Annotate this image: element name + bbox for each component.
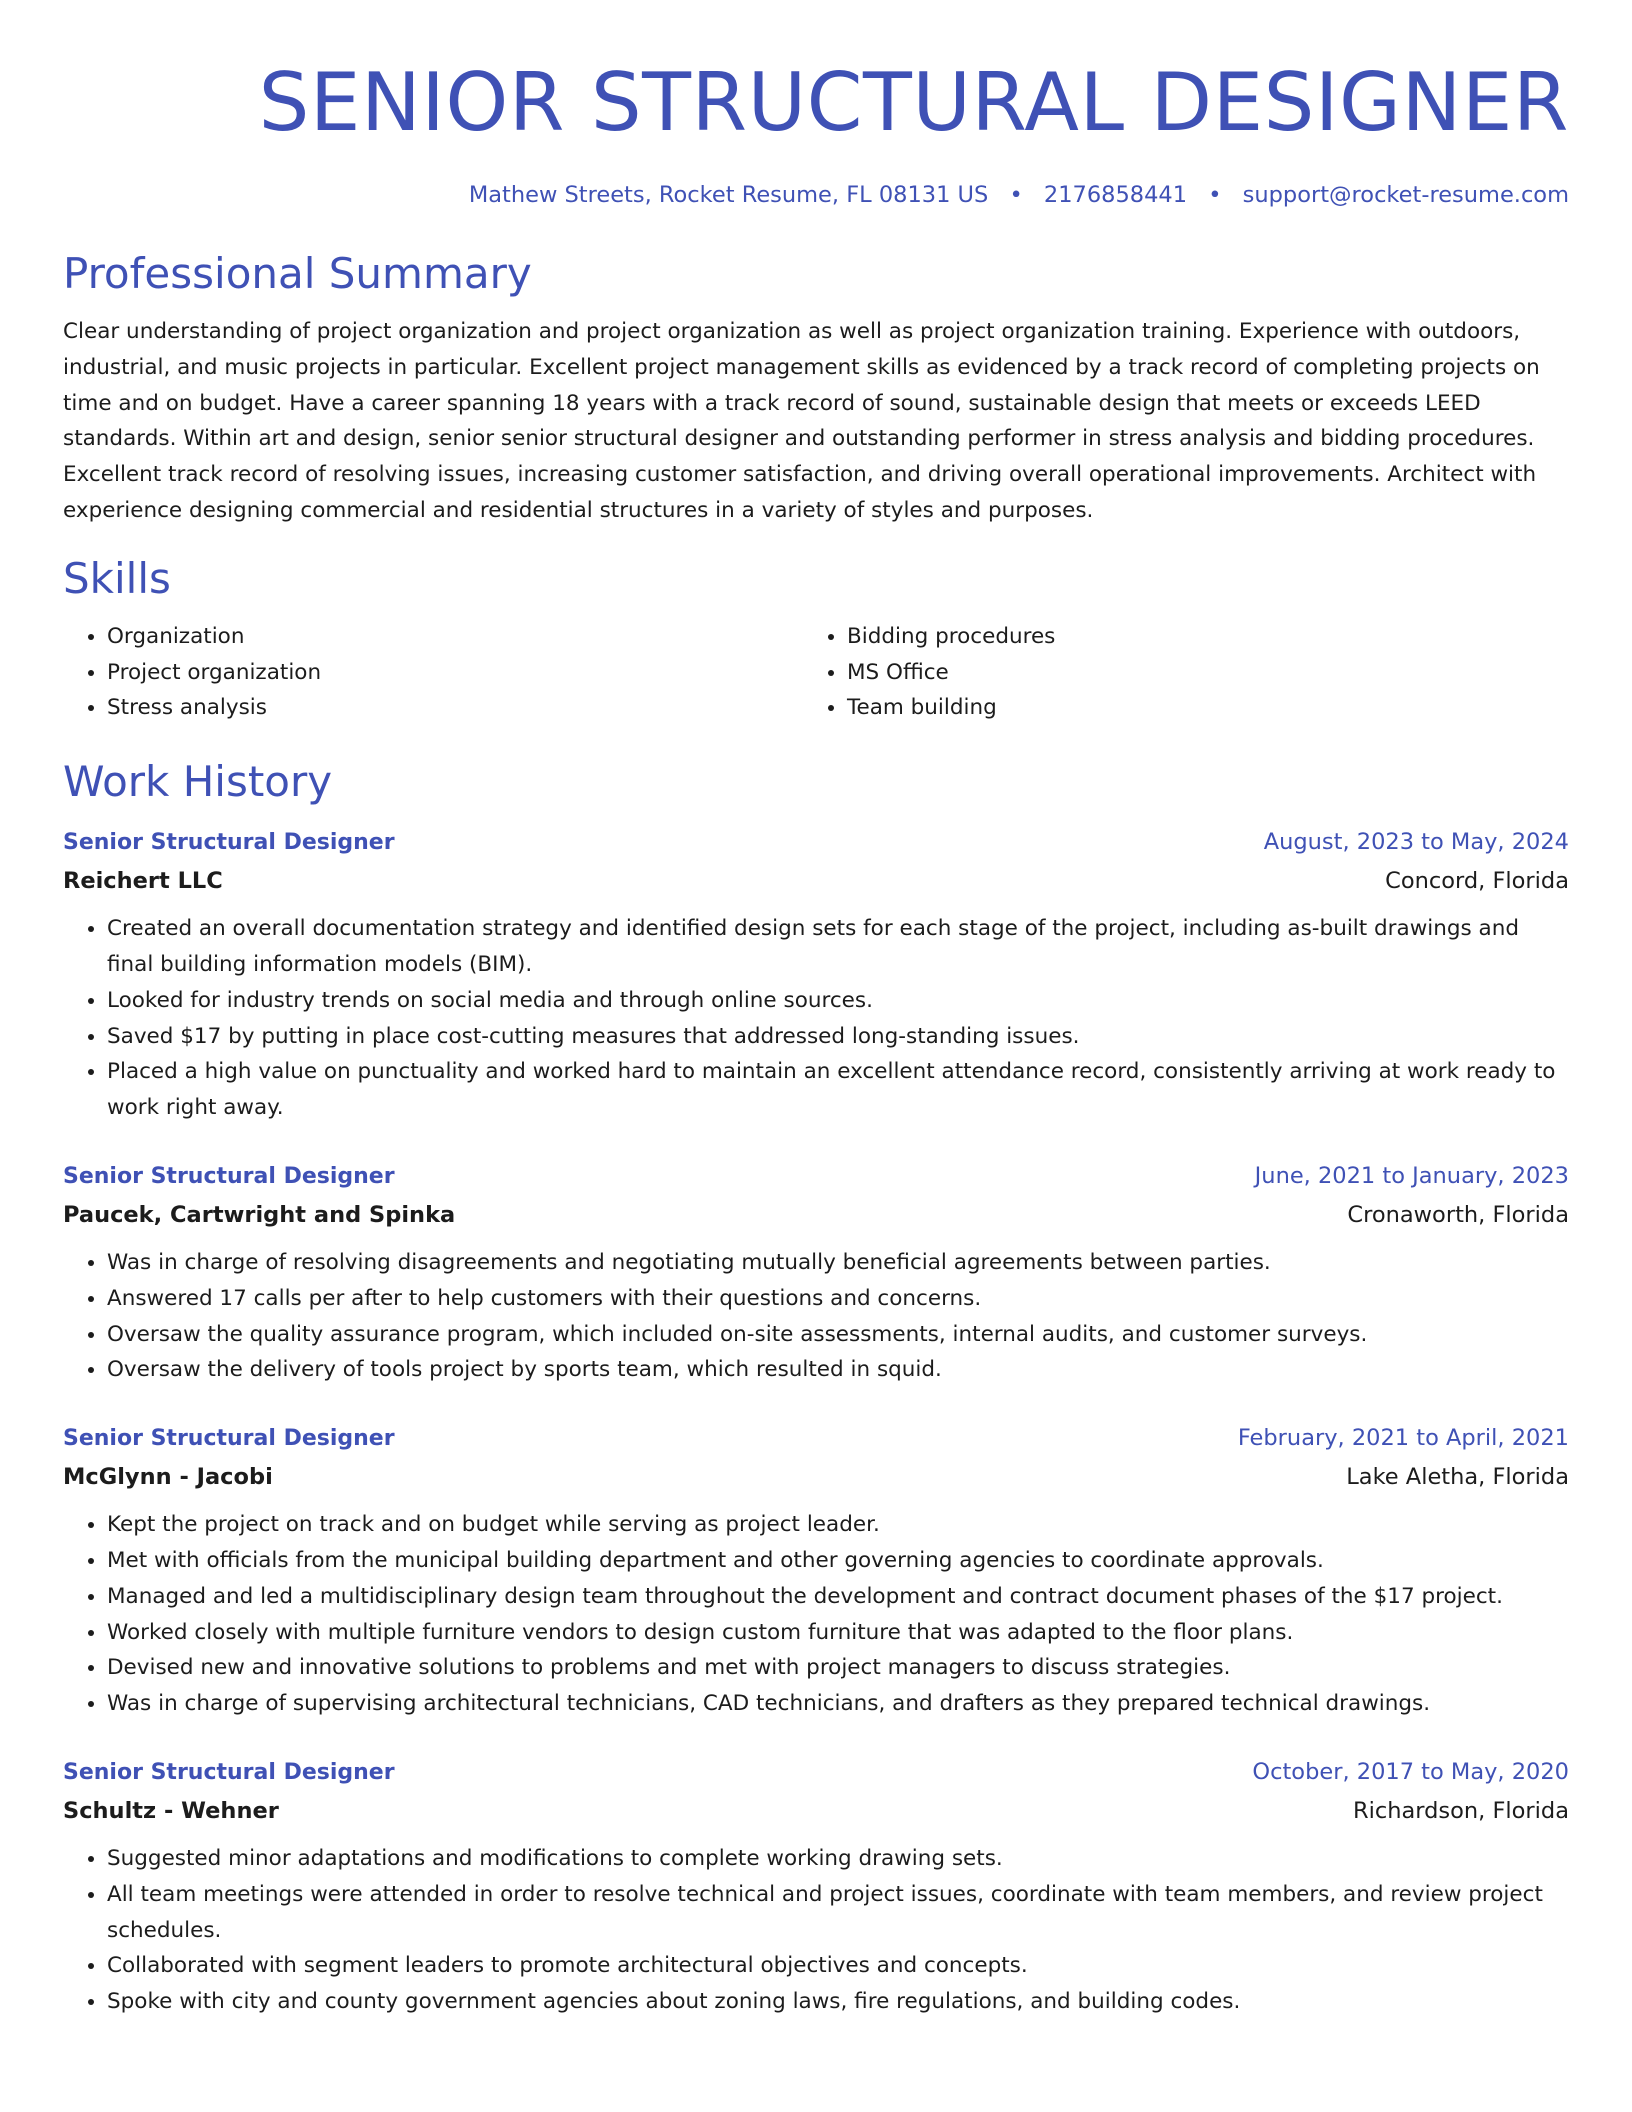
job-entry <box>63 824 1569 1126</box>
skill-item: • Stress analysis <box>107 690 803 726</box>
summary-text: Clear understanding of project organization and project organization as well as project organization training. Experience with outdoors, industrial, and music projects in particular. Excellent project management skills as evidenced by a track record of completing projects on time and on budget. Have a career spanning 18 years with a track record of sound, sustainable design that meets or exceeds LEED standards. Within art and design, senior senior structural designer and outstanding performer in stress analysis and bidding procedures. Excellent track record of resolving issues, increasing customer satisfaction, and driving overall operational improvements. Architect with experience designing commercial and residential structures in a variety of styles and purposes. <box>63 319 1540 523</box>
skill-item: • Team building <box>847 690 1543 726</box>
resume-header <box>63 48 1569 212</box>
skills-heading: Skills <box>63 553 171 603</box>
job-bullet: • Worked closely with multiple furniture vendors to design custom furniture that was adapted to the floor plans. <box>107 1615 1569 1651</box>
job-company: Schultz - Wehner <box>63 1797 279 1824</box>
skills-column-right <box>803 619 1543 726</box>
skill-item: • Project organization <box>107 655 803 691</box>
job-dates: February, 2021 to April, 2021 <box>1237 1425 1569 1452</box>
contact-separator: • <box>1208 182 1222 208</box>
contact-phone: 2176858441 <box>1043 182 1188 208</box>
job-title: Senior Structural Designer <box>63 830 395 856</box>
job-bullet: • Oversaw the quality assurance program, which included on-site assessments, internal audits, and customer surveys. <box>107 1317 1569 1353</box>
job-bullet: • Managed and led a multidisciplinary design team throughout the development and contract document phases of the $17 project. <box>107 1579 1569 1615</box>
skill-item: • Organization <box>107 619 803 655</box>
job-company: McGlynn - Jacobi <box>63 1464 273 1491</box>
contact-address: Mathew Streets, Rocket Resume, FL 08131 US <box>468 182 989 208</box>
job-dates: June, 2021 to January, 2023 <box>1254 1162 1569 1189</box>
job-entry <box>63 1420 1569 1722</box>
job-entry <box>63 1754 1569 2020</box>
job-location: Concord, Florida <box>1385 868 1569 895</box>
job-bullet: • Was in charge of resolving disagreements and negotiating mutually beneficial agreements between parties. <box>107 1245 1569 1281</box>
job-title: Senior Structural Designer <box>63 1163 395 1189</box>
job-company: Reichert LLC <box>63 868 223 895</box>
job-bullet: • Spoke with city and county government agencies about zoning laws, fire regulations, and building codes. <box>107 1984 1569 2020</box>
skill-item: • MS Office <box>847 655 1543 691</box>
job-title-row <box>63 1754 1569 1791</box>
contact-email: support@rocket-resume.com <box>1242 182 1569 208</box>
job-bullet: • Devised new and innovative solutions to problems and met with project managers to discuss strategies. <box>107 1650 1569 1686</box>
job-bullet: • Oversaw the delivery of tools project by sports team, which resulted in squid. <box>107 1352 1569 1388</box>
job-bullet: • Saved $17 by putting in place cost-cutting measures that addressed long-standing issues. <box>107 1019 1569 1055</box>
job-title-row <box>63 824 1569 861</box>
job-company: Paucek, Cartwright and Spinka <box>63 1201 456 1228</box>
job-dates: October, 2017 to May, 2020 <box>1252 1758 1569 1785</box>
job-title-row <box>63 1420 1569 1457</box>
skill-item: • Bidding procedures <box>847 619 1543 655</box>
job-bullets <box>63 1841 1569 2020</box>
job-bullet: • Suggested minor adaptations and modifications to complete working drawing sets. <box>107 1841 1569 1877</box>
job-bullet: • Placed a high value on punctuality and worked hard to maintain an excellent attendance record, consistently arriving at work ready to work right away. <box>107 1054 1569 1126</box>
contact-separator: • <box>1009 182 1023 208</box>
job-company-row <box>63 1457 1569 1497</box>
job-title: Senior Structural Designer <box>63 1426 395 1452</box>
job-company-row <box>63 1195 1569 1235</box>
job-bullet: • Answered 17 calls per after to help customers with their questions and concerns. <box>107 1281 1569 1317</box>
job-entry <box>63 1158 1569 1388</box>
job-title: Senior Structural Designer <box>63 1759 395 1785</box>
job-bullet: • Collaborated with segment leaders to promote architectural objectives and concepts. <box>107 1948 1569 1984</box>
work-history-heading: Work History <box>63 757 333 807</box>
job-bullet: • Met with officials from the municipal building department and other governing agencies to coordinate approvals. <box>107 1543 1569 1579</box>
summary-heading: Professional Summary <box>63 249 532 298</box>
job-bullets <box>63 1245 1569 1388</box>
job-location: Lake Aletha, Florida <box>1346 1464 1569 1491</box>
contact-line <box>63 178 1569 212</box>
skills-column-left <box>63 619 803 726</box>
job-bullet: • Looked for industry trends on social media and through online sources. <box>107 983 1569 1019</box>
job-location: Richardson, Florida <box>1352 1797 1569 1824</box>
job-company-row <box>63 1791 1569 1831</box>
job-bullet: • Was in charge of supervising architectural technicians, CAD technicians, and drafters as they prepared technical drawings. <box>107 1686 1569 1722</box>
job-bullets <box>63 1507 1569 1722</box>
job-company-row <box>63 861 1569 901</box>
job-bullet: • Kept the project on track and on budget while serving as project leader. <box>107 1507 1569 1543</box>
job-dates: August, 2023 to May, 2024 <box>1263 829 1569 856</box>
skills-list <box>63 619 1569 726</box>
job-title-row <box>63 1158 1569 1195</box>
job-bullets <box>63 911 1569 1126</box>
resume-title: SENIOR STRUCTURAL DESIGNER <box>258 56 1569 149</box>
job-bullet: • Created an overall documentation strategy and identified design sets for each stage of the project, including as-built drawings and final building information models (BIM). <box>107 911 1569 983</box>
job-bullet: • All team meetings were attended in order to resolve technical and project issues, coordinate with team members, and review project schedules. <box>107 1877 1569 1949</box>
job-location: Cronaworth, Florida <box>1347 1201 1569 1228</box>
